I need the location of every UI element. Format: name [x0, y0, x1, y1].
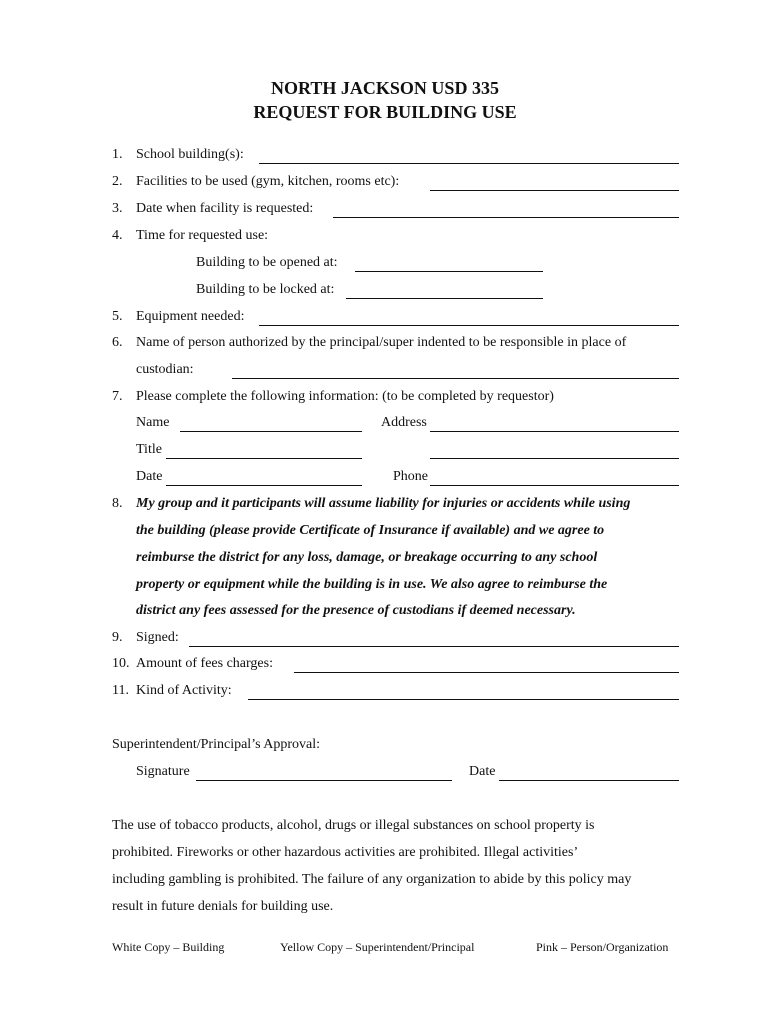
item-number: 10. — [112, 656, 130, 671]
item-number: 2. — [112, 174, 123, 189]
pink-copy-label: Pink – Person/Organization — [536, 940, 669, 954]
item-number: 8. — [112, 496, 123, 511]
locked-at-label: Building to be locked at: — [196, 282, 335, 297]
item-number: 5. — [112, 309, 123, 324]
item-number: 7. — [112, 389, 123, 404]
item-number: 9. — [112, 630, 123, 645]
item-number: 3. — [112, 201, 123, 216]
fees-label: Amount of fees charges: — [136, 656, 273, 671]
equipment-label: Equipment needed: — [136, 309, 245, 324]
form-subtitle: REQUEST FOR BUILDING USE — [253, 102, 517, 122]
form-title: NORTH JACKSON USD 335 — [271, 78, 499, 98]
opened-at-field[interactable] — [355, 271, 543, 272]
school-building-field[interactable] — [259, 163, 679, 164]
liability-text-line: property or equipment while the building is in use. We also agree to reimburse the — [136, 577, 608, 592]
approval-date-label: Date — [469, 764, 496, 779]
signed-label: Signed: — [136, 630, 179, 645]
yellow-copy-label: Yellow Copy – Superintendent/Principal — [280, 940, 475, 954]
policy-text-line: prohibited. Fireworks or other hazardous activities are prohibited. Illegal activities’ — [112, 845, 579, 860]
address-field-line2[interactable] — [430, 458, 679, 459]
title-label: Title — [136, 442, 162, 457]
date-requested-field[interactable] — [333, 217, 679, 218]
policy-text-line: The use of tobacco products, alcohol, drugs or illegal substances on school property is — [112, 818, 595, 833]
liability-text-line: the building (please provide Certificate of Insurance if available) and we agree to — [136, 523, 605, 538]
address-field[interactable] — [430, 431, 679, 432]
custodian-label: custodian: — [136, 362, 194, 377]
liability-text-line: My group and it participants will assume liability for injuries or accidents while using — [136, 496, 631, 511]
fees-field[interactable] — [294, 672, 679, 673]
date-requested-label: Date when facility is requested: — [136, 201, 314, 216]
time-requested-label: Time for requested use: — [136, 228, 269, 243]
equipment-field[interactable] — [259, 325, 679, 326]
date-field[interactable] — [166, 485, 362, 486]
date-label: Date — [136, 469, 163, 484]
approval-heading: Superintendent/Principal’s Approval: — [112, 737, 321, 752]
custodian-field[interactable] — [232, 378, 679, 379]
activity-field[interactable] — [248, 699, 679, 700]
opened-at-label: Building to be opened at: — [196, 255, 338, 270]
authorized-person-label: Name of person authorized by the principal/super indented to be responsible in place of — [136, 335, 627, 350]
facilities-field[interactable] — [430, 190, 679, 191]
policy-text-line: result in future denials for building use. — [112, 899, 334, 914]
item-number: 6. — [112, 335, 123, 350]
title-field[interactable] — [166, 458, 362, 459]
item-number: 4. — [112, 228, 123, 243]
signature-field[interactable] — [196, 780, 452, 781]
name-label: Name — [136, 415, 170, 430]
phone-field[interactable] — [430, 485, 679, 486]
approval-date-field[interactable] — [499, 780, 679, 781]
signature-label: Signature — [136, 764, 190, 779]
liability-text-line: district any fees assessed for the presence of custodians if deemed necessary. — [136, 603, 576, 618]
requestor-info-label: Please complete the following information: (to be completed by requestor) — [136, 389, 554, 404]
activity-label: Kind of Activity: — [136, 683, 232, 698]
liability-text-line: reimburse the district for any loss, damage, or breakage occurring to any school — [136, 550, 598, 565]
white-copy-label: White Copy – Building — [112, 940, 225, 954]
name-field[interactable] — [180, 431, 362, 432]
item-number: 1. — [112, 147, 123, 162]
policy-text-line: including gambling is prohibited. The failure of any organization to abide by this policy may — [112, 872, 632, 887]
item-number: 11. — [112, 683, 129, 698]
locked-at-field[interactable] — [346, 298, 543, 299]
address-label: Address — [381, 415, 427, 430]
signed-field[interactable] — [189, 646, 679, 647]
school-building-label: School building(s): — [136, 147, 244, 162]
facilities-label: Facilities to be used (gym, kitchen, rooms etc): — [136, 174, 400, 189]
phone-label: Phone — [393, 469, 428, 484]
